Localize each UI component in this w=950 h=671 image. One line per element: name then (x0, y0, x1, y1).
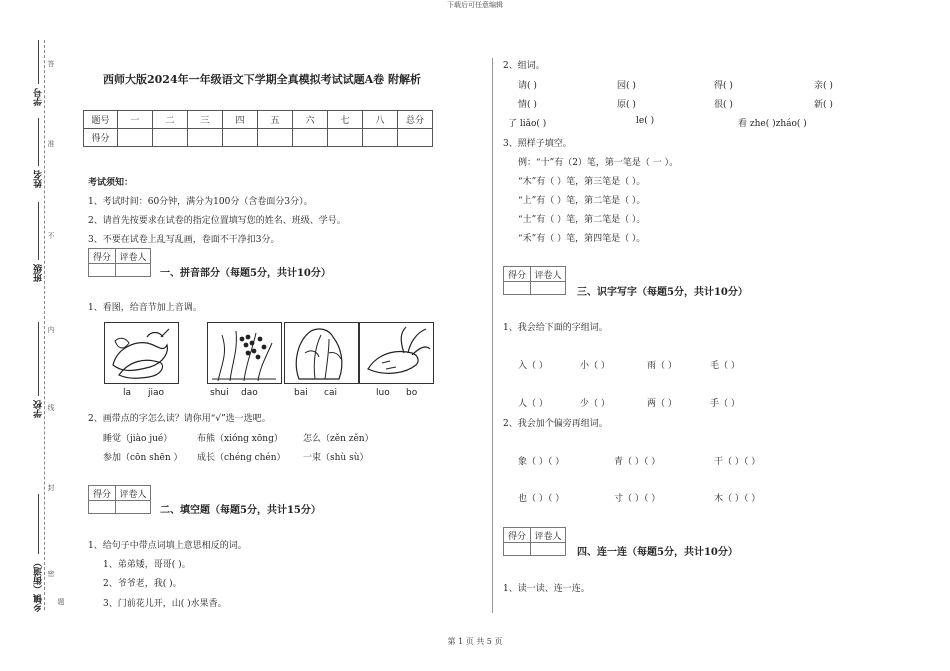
s3-radical-item[interactable]: 青（ ）（ ） (614, 457, 661, 467)
margin-label-school: 学校 (34, 400, 44, 418)
grader-box (88, 248, 151, 277)
s1-choice[interactable]: 一束（shù sù） (303, 453, 369, 463)
zuci-item[interactable]: 请( ) (518, 81, 537, 91)
score-header: 八 (363, 111, 398, 129)
s1-choice[interactable]: 参加（cōn shēn ） (103, 453, 183, 463)
seal-char: 不 (47, 232, 55, 239)
s3-radical-item[interactable]: 木（ ）（ ） (714, 494, 761, 504)
grader-reviewer-cell[interactable] (116, 501, 151, 514)
margin-label-township: 乡镇（街道） (34, 558, 44, 612)
header-note: 下载后可任意编辑 (447, 1, 503, 9)
grader-score-cell[interactable] (504, 282, 531, 295)
s1-q2: 2、画带点的字怎么读？请你用“√”选一选吧。 (88, 414, 271, 424)
s1-choice[interactable]: 布熊（xióng xōng） (197, 434, 283, 444)
score-header: 三 (188, 111, 223, 129)
q3-stroke: 3、照样子填空。 (503, 139, 572, 149)
s3-radical-item[interactable]: 也（ ）（ ） (518, 494, 565, 504)
score-header: 五 (258, 111, 293, 129)
s2-q1: 1、给句子中带点词填上意思相反的词。 (88, 541, 247, 551)
section-1-title: 一、拼音部分（每题5分，共计10分） (160, 268, 331, 279)
grader-reviewer-label: 评卷人 (531, 267, 566, 282)
grader-score-cell[interactable] (89, 501, 116, 514)
s3-item[interactable]: 手（ ） (710, 399, 740, 409)
s4-q1: 1、读一读、连一连。 (503, 584, 590, 594)
grader-score-label: 得分 (504, 267, 531, 282)
s1-choice[interactable]: 怎么（zěn zěn） (303, 434, 374, 444)
stroke-fill-item[interactable]: “木”有（ ）笔，第三笔是（ ）。 (518, 177, 646, 187)
notice-heading: 考试须知： (88, 178, 134, 188)
score-header: 题号 (84, 111, 118, 129)
score-table-score-row (84, 129, 433, 147)
grader-score-cell[interactable] (89, 264, 116, 277)
notice-item: 2、请首先按要求在试卷的指定位置填写您的姓名、班级、学号。 (88, 216, 346, 226)
zuci-item[interactable]: 新( ) (814, 100, 833, 110)
school-line[interactable] (38, 322, 39, 396)
column-divider (492, 58, 493, 613)
s3-item[interactable]: 两（ ） (647, 399, 677, 409)
s3-item[interactable]: 毛（ ） (710, 361, 740, 371)
zuci-item[interactable]: 看 zhe( )zháo( ) (738, 119, 807, 129)
pinyin-syllable: shui (210, 388, 229, 398)
grader-reviewer-label: 评卷人 (116, 486, 151, 501)
seal-char: 答 (47, 60, 55, 67)
s2-item[interactable]: 2、爷爷老，我( )。 (103, 579, 182, 589)
grader-score-cell[interactable] (504, 543, 531, 556)
margin-label-student-id: 学号 (34, 88, 44, 106)
q2-zuci: 2、组词。 (503, 61, 545, 71)
grader-reviewer-label: 评卷人 (116, 249, 151, 264)
seal-char: 线 (47, 404, 55, 411)
pinyin-syllable: luo (376, 388, 390, 398)
score-cell[interactable] (328, 129, 363, 147)
score-row-label: 得分 (84, 129, 118, 147)
stroke-fill-item[interactable]: “土”有（ ）笔，第二笔是（ ）。 (518, 215, 646, 225)
margin-label-name: 姓名 (34, 170, 44, 188)
s3-item[interactable]: 少（ ） (580, 399, 610, 409)
score-header: 六 (293, 111, 328, 129)
grader-box (503, 266, 566, 295)
score-header: 七 (328, 111, 363, 129)
exam-title: 西师大版2024年一年级语文下学期全真模拟考试试题A卷 附解析 (103, 73, 421, 86)
grader-score-label: 得分 (89, 249, 116, 264)
s2-item[interactable]: 3、门前花儿开，山( )水果香。 (103, 599, 227, 609)
score-header: 二 (153, 111, 188, 129)
pinyin-syllable: jiao (148, 388, 165, 398)
radish-picture (359, 322, 434, 384)
grader-reviewer-cell[interactable] (531, 543, 566, 556)
score-cell[interactable] (153, 129, 188, 147)
grader-box (88, 485, 151, 514)
score-cell[interactable] (363, 129, 398, 147)
pinyin-syllable: bai (294, 388, 308, 398)
pinyin-syllable: bo (406, 388, 418, 398)
zuci-item[interactable]: 得( ) (714, 81, 733, 91)
s1-choice[interactable]: 成长（chéng chén） (197, 453, 286, 463)
s2-item[interactable]: 1、弟弟矮，哥哥( )。 (103, 560, 191, 570)
class-line[interactable] (38, 202, 39, 260)
student-id-line[interactable] (38, 40, 39, 84)
score-cell[interactable] (398, 129, 433, 147)
zuci-item[interactable]: le( ) (636, 116, 655, 126)
pinyin-syllable: la (123, 388, 132, 398)
zuci-item[interactable]: 情( ) (518, 100, 537, 110)
section-4-title: 四、连一连（每题5分，共计10分） (577, 547, 738, 558)
score-header: 四 (223, 111, 258, 129)
notice-item: 1、考试时间：60分钟，满分为100分（含卷面分3分）。 (88, 197, 313, 207)
score-header: 一 (118, 111, 153, 129)
rice-plant-picture (207, 322, 282, 384)
score-cell[interactable] (118, 129, 153, 147)
s3-item[interactable]: 雨（ ） (647, 361, 677, 371)
seal-char: 密 (47, 570, 55, 577)
grader-score-label: 得分 (89, 486, 116, 501)
s3-radical-item[interactable]: 干（ ）（ ） (714, 457, 761, 467)
township-line[interactable] (38, 494, 39, 554)
chili-pepper-picture (104, 322, 179, 384)
zuci-item[interactable]: 了 liǎo( ) (508, 119, 547, 129)
stroke-fill-item[interactable]: “禾”有（ ）笔，第四笔是（ ）。 (518, 234, 646, 244)
s3-item[interactable]: 入（ ） (518, 361, 548, 371)
zuci-item[interactable]: 原( ) (617, 100, 636, 110)
s3-q2: 2、我会加个偏旁再组词。 (503, 419, 608, 429)
stroke-example: 例：“十”有（2）笔，第一笔是（ 一 ）。 (518, 158, 679, 168)
cabbage-picture (284, 322, 359, 384)
s3-item[interactable]: 小（ ） (580, 361, 610, 371)
seal-char: 内 (47, 326, 55, 333)
name-line[interactable] (38, 118, 39, 166)
score-cell[interactable] (223, 129, 258, 147)
grader-score-label: 得分 (504, 528, 531, 543)
score-cell[interactable] (188, 129, 223, 147)
section-3-title: 三、识字写字（每题5分，共计10分） (577, 287, 748, 298)
zuci-item[interactable]: 很( ) (714, 100, 733, 110)
binding-line (44, 40, 45, 610)
pinyin-syllable: dao (241, 388, 258, 398)
s1-choice[interactable]: 睡觉（jiào jué） (103, 434, 173, 444)
pinyin-syllable: cai (324, 388, 337, 398)
grader-reviewer-cell[interactable] (531, 282, 566, 295)
grader-reviewer-cell[interactable] (116, 264, 151, 277)
zuci-item[interactable]: 亲( ) (814, 81, 833, 91)
grader-box (503, 527, 566, 556)
score-cell[interactable] (293, 129, 328, 147)
score-table (83, 110, 433, 147)
s3-q1: 1、我会给下面的字组词。 (503, 323, 608, 333)
score-cell[interactable] (258, 129, 293, 147)
notice-item: 3、不要在试卷上乱写乱画，卷面不干净扣3分。 (88, 235, 280, 245)
seal-char: 题 (57, 598, 65, 605)
grader-reviewer-label: 评卷人 (531, 528, 566, 543)
score-header: 总分 (398, 111, 433, 129)
margin-label-class: 班级 (34, 264, 44, 282)
s3-radical-item[interactable]: 寸（ ）（ ） (614, 494, 661, 504)
s1-q1: 1、看图，给音节加上音调。 (88, 303, 202, 313)
section-2-title: 二、填空题（每题5分，共计15分） (160, 505, 321, 516)
page-footer: 第 1 页 共 5 页 (447, 637, 503, 646)
zuci-item[interactable]: 园( ) (617, 81, 636, 91)
s3-item[interactable]: 人（ ） (518, 399, 548, 409)
seal-char: 准 (47, 140, 55, 147)
score-table-header-row (84, 111, 433, 129)
s3-radical-item[interactable]: 象（ ）（ ） (518, 457, 565, 467)
seal-char: 封 (47, 484, 55, 491)
stroke-fill-item[interactable]: “上”有（ ）笔，第二笔是（ ）。 (518, 196, 646, 206)
